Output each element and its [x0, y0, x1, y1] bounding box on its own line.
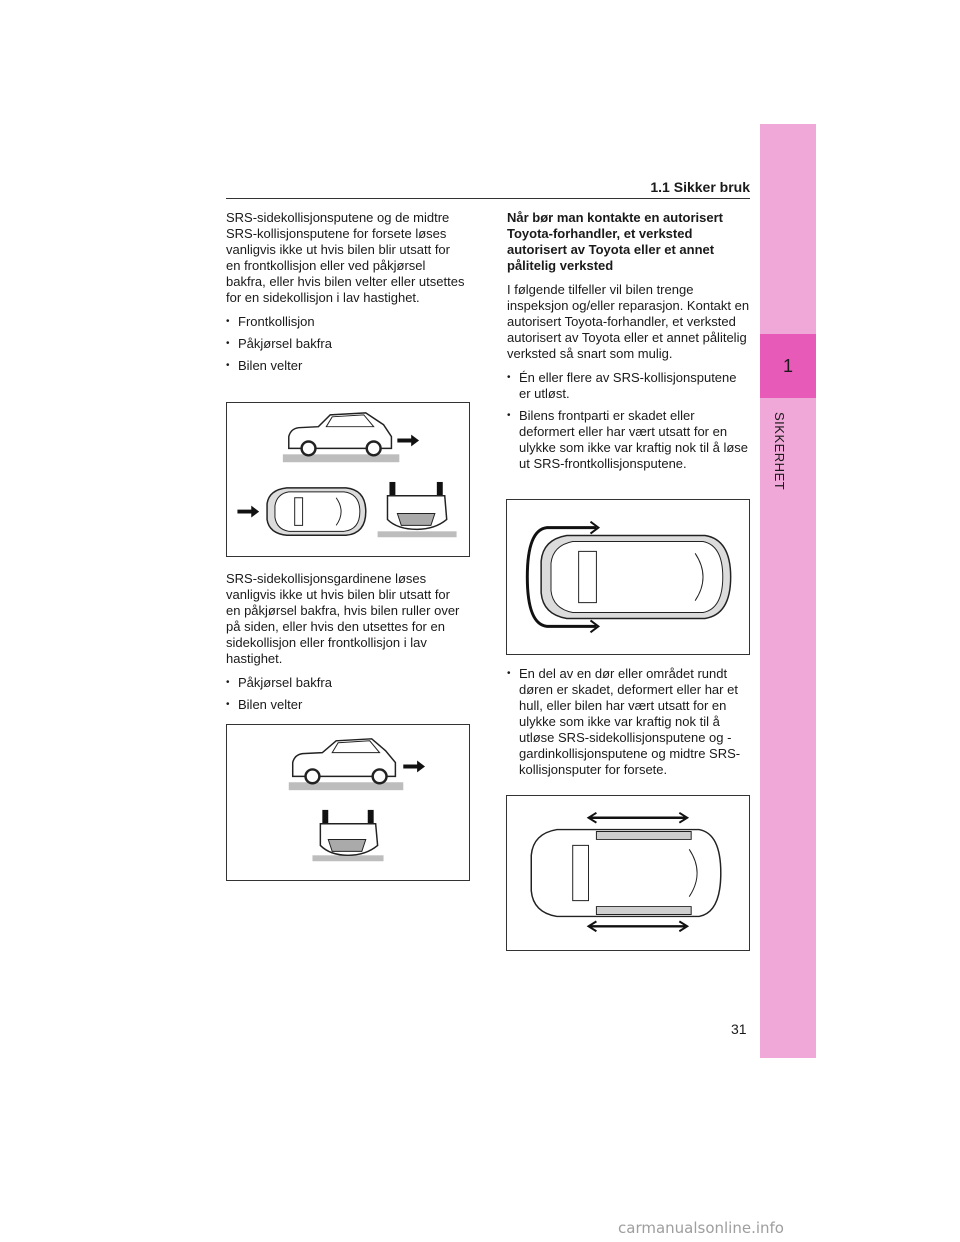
figure-front-damage [506, 499, 750, 655]
right-column [507, 210, 751, 480]
list-item: • Påkjørsel bakfra [226, 675, 466, 691]
left-bullet-list-1 [226, 314, 466, 374]
list-item: • Påkjørsel bakfra [226, 336, 466, 352]
left-column-2 [226, 571, 466, 721]
right-heading: Når bør man kontakte en autorisert Toyota-forhandler, et verksted autorisert av Toyota eller et annet pålitelig verksted [507, 210, 723, 273]
list-item: • En del av en dør eller området rundt døren er skadet, deformert eller har et hull, eller bilen har vært utsatt for en ulykke som ikke var kraftig nok til å utløse SRS-sidekollisjonsputene og -gardinkollisjonsputene og midtre SRS-kollisjonsputer for forsete. [507, 666, 751, 778]
left-bullet-list-2 [226, 675, 466, 713]
chapter-number-box [760, 334, 816, 398]
figure-front-rear-rollover [226, 402, 470, 557]
chapter-label: SIKKERHET [772, 412, 787, 491]
figure-side-damage [506, 795, 750, 951]
right-bullet-list-1 [507, 370, 751, 472]
right-bullet-list-2 [507, 666, 751, 778]
section-title: 1.1 Sikker bruk [650, 179, 750, 195]
left-column [226, 210, 466, 382]
right-column-2 [507, 666, 751, 786]
left-paragraph-1: SRS-sidekollisjonsputene og de midtre SRS-kollisjonsputene for forsete løses vanligvis ikke ut hvis bilen blir utsatt for en frontkollisjon eller ved påkjørsel bakfra, eller hvis bilen velter eller utsettes for en sidekollisjon i lav hastighet. [226, 210, 465, 305]
car-top-view-front [507, 500, 749, 654]
list-item: • Bilens frontparti er skadet eller deformert eller har vært utsatt for en ulykke som ikke var kraftig nok til å løse ut SRS-frontkollisjonsputene. [507, 408, 751, 472]
chapter-number: 1 [782, 355, 793, 376]
figure-rear-rollover [226, 724, 470, 881]
car-crash-illustration [227, 403, 469, 556]
header-divider [226, 198, 750, 199]
watermark: carmanualsonline.info [618, 1219, 784, 1237]
list-item: • Én eller flere av SRS-kollisjonsputene er utløst. [507, 370, 751, 402]
list-item: • Bilen velter [226, 697, 466, 713]
left-paragraph-2: SRS-sidekollisjonsgardinene løses vanligvis ikke ut hvis bilen blir utsatt for en påkjørsel bakfra, hvis bilen ruller over på siden, eller hvis den utsettes for en sidekollisjon eller frontkollisjon i lav hastighet. [226, 571, 460, 666]
list-item: • Frontkollisjon [226, 314, 466, 330]
car-crash-illustration-2 [227, 725, 469, 880]
list-item: • Bilen velter [226, 358, 466, 374]
car-top-view-side [507, 796, 749, 950]
right-paragraph-1: I følgende tilfeller vil bilen trenge inspeksjon og/eller reparasjon. Kontakt en autorisert Toyota-forhandler, et verksted autorisert av Toyota eller et annet pålitelig verksted så snart som mulig. [507, 282, 750, 361]
chapter-tab [760, 124, 816, 1058]
page-number: 31 [731, 1021, 747, 1037]
